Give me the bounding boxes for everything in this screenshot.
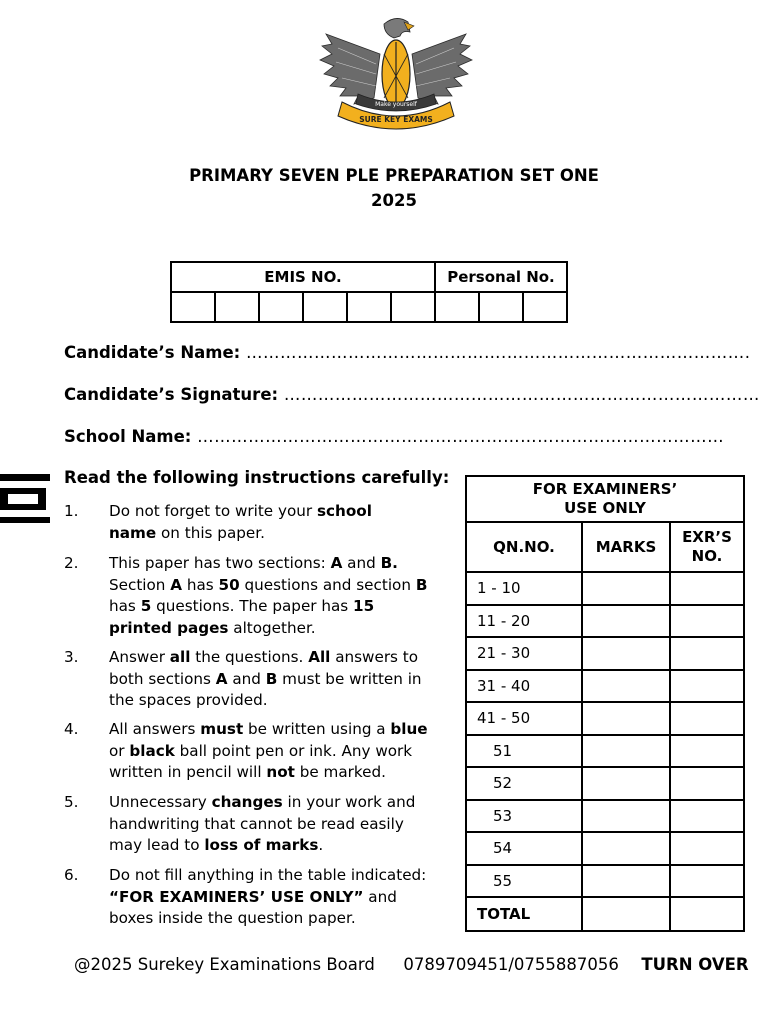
- marks-cell[interactable]: [582, 572, 670, 605]
- table-row: 51: [466, 735, 744, 768]
- marks-cell[interactable]: [582, 767, 670, 800]
- instruction-text: Unnecessary changes in your work and handwriting that cannot be read easily may lead to loss of marks.: [109, 793, 416, 854]
- candidate-name-field[interactable]: [64, 343, 751, 362]
- emis-digit-box[interactable]: [303, 292, 347, 322]
- school-name-field[interactable]: [64, 427, 724, 446]
- candidate-signature-label: Candidate’s Signature:: [64, 385, 279, 404]
- marks-cell[interactable]: [582, 637, 670, 670]
- examiners-use-table: [465, 475, 745, 932]
- personal-number-digit-box[interactable]: [479, 292, 523, 322]
- personal-number-label: Personal No.: [435, 262, 567, 292]
- paper-year: 2025: [371, 191, 417, 210]
- total-marks-cell[interactable]: [582, 897, 670, 931]
- instruction-number: 3.: [64, 648, 79, 666]
- column-header-qn-no: QN.NO.: [466, 522, 582, 572]
- table-row: 1 - 10: [466, 572, 744, 605]
- school-name-label: School Name:: [64, 427, 192, 446]
- candidate-signature-dots: …………………………………………………………………………: [283, 385, 760, 404]
- school-name-dots: …………………………………………………………………………………: [197, 427, 725, 446]
- examiner-number-cell[interactable]: [670, 800, 744, 833]
- instruction-text: All answers must be written using a blue or black ball point pen or ink. Any work written in pencil will not be marked.: [109, 720, 428, 781]
- examiner-number-cell[interactable]: [670, 572, 744, 605]
- instruction-item: [64, 553, 444, 641]
- personal-number-digit-box[interactable]: [523, 292, 567, 322]
- examiner-number-cell[interactable]: [670, 605, 744, 638]
- examiner-number-cell[interactable]: [670, 637, 744, 670]
- footer-turn-over: TURN OVER: [641, 955, 749, 974]
- emis-digit-box[interactable]: [391, 292, 435, 322]
- instruction-text: Answer all the questions. All answers to both sections A and B must be written in the spaces provided.: [109, 648, 422, 709]
- examiner-number-cell[interactable]: [670, 865, 744, 898]
- instruction-number: 4.: [64, 720, 79, 738]
- logo-banner-text: SURE KEY EXAMS: [359, 115, 433, 124]
- instruction-item: [64, 647, 444, 713]
- page-marker-icon: [0, 474, 50, 524]
- examiner-number-cell[interactable]: [670, 767, 744, 800]
- examiner-number-cell[interactable]: [670, 832, 744, 865]
- table-row-total: [466, 897, 744, 931]
- emis-digit-box[interactable]: [347, 292, 391, 322]
- marks-cell[interactable]: [582, 865, 670, 898]
- table-row: 54: [466, 832, 744, 865]
- instruction-text: Do not fill anything in the table indicated: “FOR EXAMINERS’ USE ONLY” and boxes inside the question paper.: [109, 866, 427, 927]
- marks-cell[interactable]: [582, 605, 670, 638]
- column-header-exr-no: EXR’S NO.: [670, 522, 744, 572]
- instruction-text: This paper has two sections: A and B. Section A has 50 questions and section B has 5 questions. The paper has 15 printed pages altogether.: [109, 554, 428, 637]
- marks-cell[interactable]: [582, 832, 670, 865]
- candidate-name-dots: ……………………………………….…………………………………….: [246, 343, 751, 362]
- eagle-crest-logo: [318, 14, 474, 138]
- personal-number-digit-box[interactable]: [435, 292, 479, 322]
- table-row: 52: [466, 767, 744, 800]
- emis-digit-box[interactable]: [259, 292, 303, 322]
- table-row: 53: [466, 800, 744, 833]
- paper-title: PRIMARY SEVEN PLE PREPARATION SET ONE: [189, 166, 599, 185]
- marks-cell[interactable]: [582, 735, 670, 768]
- emis-digit-box[interactable]: [215, 292, 259, 322]
- examiner-number-cell[interactable]: [670, 735, 744, 768]
- examiners-table-title: FOR EXAMINERS’ USE ONLY: [466, 476, 744, 522]
- table-row: 31 - 40: [466, 670, 744, 703]
- marks-cell[interactable]: [582, 702, 670, 735]
- instructions-title: Read the following instructions carefully:: [64, 468, 450, 487]
- emis-label: EMIS NO.: [171, 262, 435, 292]
- table-row: 21 - 30: [466, 637, 744, 670]
- instruction-item: [64, 501, 444, 545]
- instruction-item: [64, 719, 444, 785]
- instruction-number: 5.: [64, 793, 79, 811]
- footer-copyright: @2025 Surekey Examinations Board: [74, 955, 375, 974]
- logo-motto: Make yourself: [375, 101, 417, 108]
- examiner-number-cell[interactable]: [670, 670, 744, 703]
- instruction-number: 1.: [64, 502, 79, 520]
- marks-cell[interactable]: [582, 670, 670, 703]
- emis-digit-box[interactable]: [171, 292, 215, 322]
- total-examiner-cell[interactable]: [670, 897, 744, 931]
- candidate-name-label: Candidate’s Name:: [64, 343, 241, 362]
- instruction-item: [64, 792, 444, 858]
- footer: [74, 955, 749, 974]
- table-row: 55: [466, 865, 744, 898]
- examiner-number-cell[interactable]: [670, 702, 744, 735]
- table-row: 11 - 20: [466, 605, 744, 638]
- instruction-number: 2.: [64, 554, 79, 572]
- instruction-item: [64, 865, 444, 931]
- emis-personal-number-table: [170, 261, 568, 323]
- total-label: TOTAL: [466, 897, 582, 931]
- instruction-text: Do not forget to write your school name on this paper.: [109, 502, 372, 542]
- footer-phones: 0789709451/0755887056: [403, 955, 619, 974]
- instruction-number: 6.: [64, 866, 79, 884]
- candidate-signature-field[interactable]: [64, 385, 760, 404]
- table-row: 41 - 50: [466, 702, 744, 735]
- marks-cell[interactable]: [582, 800, 670, 833]
- column-header-marks: MARKS: [582, 522, 670, 572]
